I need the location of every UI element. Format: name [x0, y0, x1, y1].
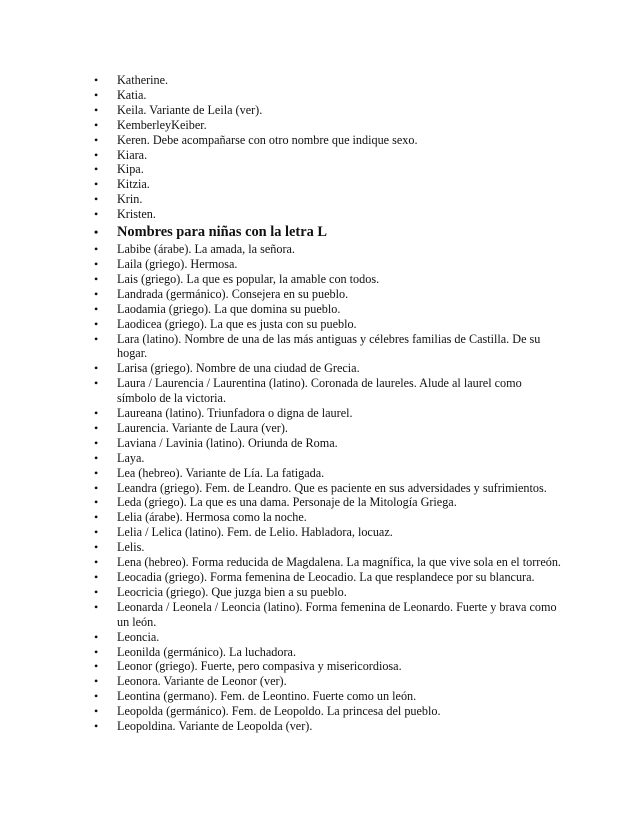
- list-item: • Laodamia (griego). La que domina su pueblo.: [94, 302, 564, 317]
- names-list: [94, 73, 564, 734]
- list-item: • Landrada (germánico). Consejera en su pueblo.: [94, 287, 564, 302]
- list-item: • Kiara.: [94, 148, 564, 163]
- list-item: • Leonilda (germánico). La luchadora.: [94, 645, 564, 660]
- list-item: • Lea (hebreo). Variante de Lía. La fatigada.: [94, 466, 564, 481]
- list-item: • Keren. Debe acompañarse con otro nombre que indique sexo.: [94, 133, 564, 148]
- list-item: • Leopolda (germánico). Fem. de Leopoldo. La princesa del pueblo.: [94, 704, 564, 719]
- list-item: • Keila. Variante de Leila (ver).: [94, 103, 564, 118]
- list-item: • Leandra (griego). Fem. de Leandro. Que es paciente en sus adversidades y sufrimientos.: [94, 481, 564, 496]
- list-item: • Lelia / Lelica (latino). Fem. de Lelio. Habladora, locuaz.: [94, 525, 564, 540]
- list-item: • KemberleyKeiber.: [94, 118, 564, 133]
- list-item: • Lena (hebreo). Forma reducida de Magdalena. La magnífica, la que vive sola en el torreón.: [94, 555, 564, 570]
- list-item: • Labibe (árabe). La amada, la señora.: [94, 242, 564, 257]
- list-item: • Laodicea (griego). La que es justa con su pueblo.: [94, 317, 564, 332]
- list-item: • Leonor (griego). Fuerte, pero compasiva y misericordiosa.: [94, 659, 564, 674]
- list-item: • Laila (griego). Hermosa.: [94, 257, 564, 272]
- list-item: • Leopoldina. Variante de Leopolda (ver).: [94, 719, 564, 734]
- list-item: • Laurencia. Variante de Laura (ver).: [94, 421, 564, 436]
- list-item: • Leonora. Variante de Leonor (ver).: [94, 674, 564, 689]
- list-item: • Lara (latino). Nombre de una de las más antiguas y célebres familias de Castilla. De su hogar.: [94, 332, 564, 362]
- list-item: • Lais (griego). La que es popular, la amable con todos.: [94, 272, 564, 287]
- list-item: • Leonarda / Leonela / Leoncia (latino). Forma femenina de Leonardo. Fuerte y brava como un león.: [94, 600, 564, 630]
- list-item: • Kristen.: [94, 207, 564, 222]
- list-item: • Leocricia (griego). Que juzga bien a su pueblo.: [94, 585, 564, 600]
- section-heading: • Nombres para niñas con la letra L: [94, 223, 564, 241]
- list-item: • Leoncia.: [94, 630, 564, 645]
- list-item: • Laureana (latino). Triunfadora o digna de laurel.: [94, 406, 564, 421]
- list-item: • Leda (griego). La que es una dama. Personaje de la Mitología Griega.: [94, 495, 564, 510]
- list-item: • Leocadia (griego). Forma femenina de Leocadio. La que resplandece por su blancura.: [94, 570, 564, 585]
- list-item: • Katia.: [94, 88, 564, 103]
- list-item: • Lelia (árabe). Hermosa como la noche.: [94, 510, 564, 525]
- list-item: • Laya.: [94, 451, 564, 466]
- list-item: • Krin.: [94, 192, 564, 207]
- list-item: • Laura / Laurencia / Laurentina (latino). Coronada de laureles. Alude al laurel como símbolo de la victoria.: [94, 376, 564, 406]
- list-item: • Larisa (griego). Nombre de una ciudad de Grecia.: [94, 361, 564, 376]
- list-item: • Kitzia.: [94, 177, 564, 192]
- list-item: • Lelis.: [94, 540, 564, 555]
- list-item: • Leontina (germano). Fem. de Leontino. Fuerte como un león.: [94, 689, 564, 704]
- list-item: • Katherine.: [94, 73, 564, 88]
- list-item: • Kipa.: [94, 162, 564, 177]
- list-item: • Laviana / Lavinia (latino). Oriunda de Roma.: [94, 436, 564, 451]
